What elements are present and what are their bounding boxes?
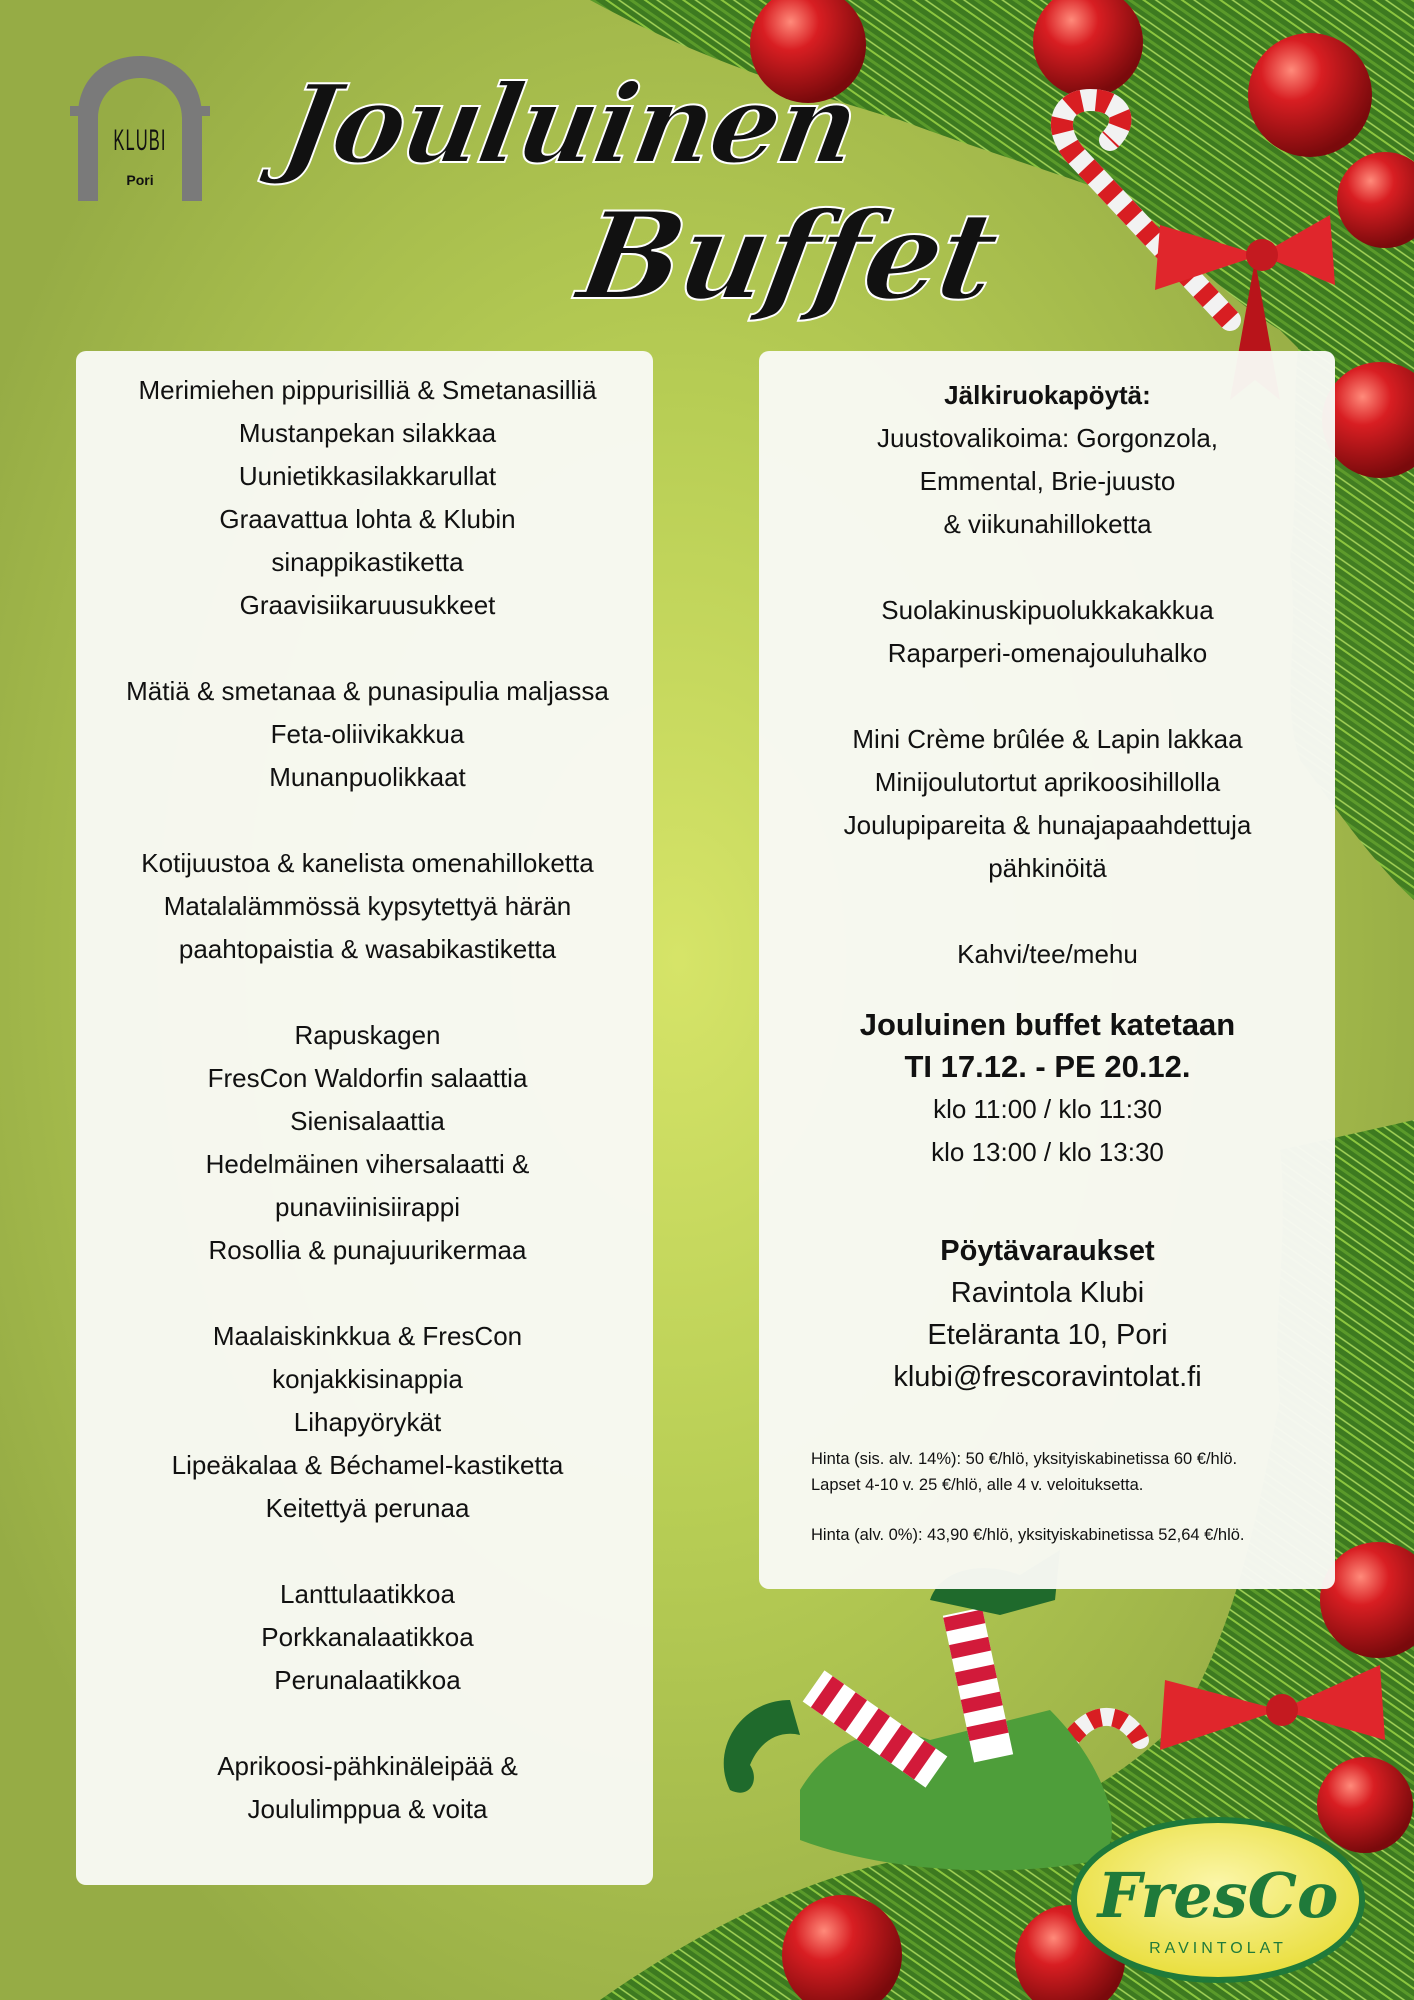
menu-item: Aprikoosi-pähkinäleipää & — [217, 1751, 518, 1781]
schedule-dates: TI 17.12. - PE 20.12. — [904, 1049, 1191, 1084]
menu-item: Lanttulaatikkoa — [280, 1579, 455, 1609]
restaurant-address: Eteläranta 10, Pori — [927, 1319, 1168, 1351]
logo-name: KLUBI — [113, 124, 167, 157]
dessert-item: Juustovalikoima: Gorgonzola, — [876, 423, 1219, 453]
menu-item: paahtopaistia & wasabikastiketta — [178, 934, 557, 964]
menu-item: Mätiä & smetanaa & punasipulia maljassa — [126, 676, 609, 706]
menu-item: Lipeäkalaa & Béchamel-kastiketta — [171, 1450, 564, 1480]
ornament-ball — [1248, 33, 1372, 157]
menu-spacer — [770, 675, 1325, 718]
schedule-times: klo 11:00 / klo 11:30 — [933, 1094, 1162, 1124]
dessert-item: Emmental, Brie-juusto — [919, 466, 1176, 496]
reservations-heading: Pöytävaraukset — [940, 1235, 1155, 1267]
menu-item: konjakkisinappia — [272, 1364, 463, 1394]
fresco-logo — [1070, 1817, 1366, 1983]
schedule-times: klo 13:00 / klo 13:30 — [931, 1137, 1164, 1167]
menu-item: Lihapyörykät — [293, 1407, 442, 1437]
price-line: Hinta (alv. 0%): 43,90 €/hlö, yksityiskabinetissa 52,64 €/hlö. — [811, 1526, 1245, 1544]
menu-item: Rosollia & punajuurikermaa — [208, 1235, 527, 1265]
dessert-item: Kahvi/tee/mehu — [957, 939, 1138, 969]
dessert-item: & viikunahilloketta — [943, 509, 1152, 539]
menu-item: Graavisiikaruusukkeet — [239, 590, 496, 620]
menu-item: FresCon Waldorfin salaattia — [207, 1063, 528, 1093]
menu-spacer — [91, 627, 644, 670]
brand-name: FresCo — [1097, 1859, 1339, 1932]
menu-item: Mustanpekan silakkaa — [238, 418, 497, 448]
dessert-item: pähkinöitä — [988, 853, 1107, 883]
menu-spacer — [91, 1702, 644, 1745]
menu-spacer — [91, 799, 644, 842]
klubi-logo — [70, 56, 210, 201]
menu-item: Kotijuustoa & kanelista omenahilloketta — [141, 848, 594, 878]
menu-item: Sienisalaattia — [290, 1106, 445, 1136]
elf-legs-illustration — [724, 1550, 1112, 1870]
menu-item: sinappikastiketta — [271, 547, 464, 577]
menu-spacer — [770, 976, 1325, 1004]
menu-item: Merimiehen pippurisilliä & Smetanasilliä — [138, 375, 597, 405]
menu-spacer — [770, 890, 1325, 933]
dessert-item: Raparperi-omenajouluhalko — [887, 638, 1208, 668]
dessert-item: Suolakinuskipuolukkakakkua — [881, 595, 1214, 625]
dessert-heading: Jälkiruokapöytä: — [944, 380, 1151, 410]
dessert-item: Mini Crème brûlée & Lapin lakkaa — [852, 724, 1243, 754]
brand-subtitle: RAVINTOLAT — [1149, 1940, 1287, 1957]
menu-item: Joululimppua & voita — [247, 1794, 488, 1824]
menu-item: Feta-oliivikakkua — [270, 719, 465, 749]
menu-item: Perunalaatikkoa — [274, 1665, 461, 1695]
menu-spacer — [770, 1174, 1325, 1230]
menu-item: Keitettyä perunaa — [265, 1493, 470, 1523]
menu-spacer — [91, 971, 644, 1014]
menu-item: Uunietikkasilakkarullat — [238, 461, 497, 491]
reservation-email[interactable]: klubi@frescoravintolat.fi — [893, 1361, 1202, 1393]
title-line-1: Jouluinen — [273, 62, 867, 188]
schedule-heading: Jouluinen buffet katetaan — [859, 1007, 1236, 1042]
menu-item: Rapuskagen — [294, 1020, 441, 1050]
buffet-menu-list — [91, 369, 644, 1831]
menu-item: punaviinisiirappi — [275, 1192, 460, 1222]
menu-item: Matalalämmössä kypsytettyä härän — [163, 891, 572, 921]
menu-item: Hedelmäinen vihersalaatti & — [205, 1149, 530, 1179]
price-line: Lapset 4-10 v. 25 €/hlö, alle 4 v. veloituksetta. — [811, 1476, 1144, 1494]
dessert-and-info — [770, 374, 1325, 1398]
menu-spacer — [91, 1530, 644, 1573]
menu-item: Graavattua lohta & Klubin — [219, 504, 516, 534]
menu-spacer — [770, 546, 1325, 589]
menu-item: Porkkanalaatikkoa — [261, 1622, 474, 1652]
menu-spacer — [91, 1272, 644, 1315]
menu-item: Maalaiskinkkua & FresCon — [212, 1321, 523, 1351]
dessert-item: Minijoulutortut aprikoosihillolla — [874, 767, 1221, 797]
menu-item: Munanpuolikkaat — [269, 762, 466, 792]
logo-city: Pori — [126, 172, 154, 188]
price-line: Hinta (sis. alv. 14%): 50 €/hlö, yksityiskabinetissa 60 €/hlö. — [811, 1450, 1238, 1468]
title-line-2: Buffet — [569, 186, 1007, 327]
dessert-item: Joulupipareita & hunajapaahdettuja — [843, 810, 1252, 840]
restaurant-name: Ravintola Klubi — [950, 1277, 1145, 1309]
